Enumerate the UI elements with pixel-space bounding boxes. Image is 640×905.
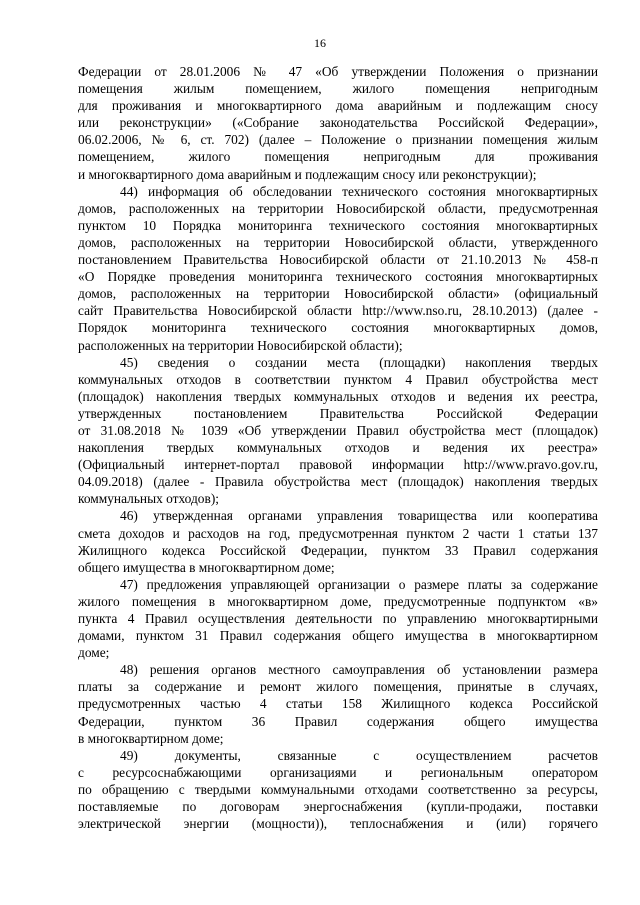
- text-line: домов, расположенных на территории Новосибирской области, предусмотренная: [78, 200, 598, 216]
- text-line: сайт Правительства Новосибирской области http://www.nso.ru, 28.10.2013) (далее -: [78, 303, 598, 319]
- text-line: помещением, жилого помещения непригодным для проживания: [78, 149, 598, 165]
- text-line: доме;: [78, 645, 110, 661]
- paragraph-p45: [78, 354, 598, 508]
- text-line: расположенных на территории Новосибирской области);: [78, 337, 403, 353]
- text-line: предусмотренных частью 4 статьи 158 Жилищного кодекса Российской: [78, 696, 598, 712]
- text-line: постановлением Правительства Новосибирской области от 21.10.2013 № 458-п: [78, 252, 598, 268]
- page-number: 16: [314, 36, 326, 50]
- text-line: общего имущества в многоквартирном доме;: [78, 559, 335, 575]
- text-line: «О Порядке проведения мониторинга технического состояния многоквартирных: [78, 269, 598, 285]
- text-line: 49) документы, связанные с осуществлением расчетов: [120, 747, 598, 763]
- paragraph-p49: [78, 747, 598, 832]
- text-line: жилого помещения в многоквартирном доме, предусмотренные подпунктом «в»: [78, 593, 598, 609]
- text-line: коммунальных отходов);: [78, 491, 220, 507]
- text-line: с ресурсоснабжающими организациями и региональным оператором: [78, 764, 598, 780]
- text-line: 06.02.2006, № 6, ст. 702) (далее – Положение о признании помещения жилым: [78, 132, 598, 148]
- text-line: платы за содержание и ремонт жилого помещения, принятые в случаях,: [78, 679, 598, 695]
- text-line: Федерации, пунктом 36 Правил содержания общего имущества: [78, 713, 598, 729]
- text-line: 47) предложения управляющей организации о размере платы за содержание: [120, 576, 598, 592]
- text-line: домов, расположенных на территории Новосибирской области, утвержденного: [78, 234, 598, 250]
- text-line: домами, пунктом 31 Правил содержания общего имущества в многоквартирном: [78, 628, 598, 644]
- text-line: (Официальный интернет-портал правовой информации http://www.pravo.gov.ru,: [78, 457, 598, 473]
- text-line: электрической энергии (мощности)), теплоснабжения и (или) горячего: [78, 816, 598, 832]
- text-line: от 31.08.2018 № 1039 «Об утверждении Правил обустройства мест (площадок): [78, 422, 598, 438]
- text-line: домов, расположенных на территории Новосибирской области» (официальный: [78, 286, 598, 302]
- text-line: пункта 4 Правил осуществления деятельности по управлению многоквартирными: [78, 611, 598, 626]
- text-line: 45) сведения о создании места (площадки) накопления твердых: [120, 354, 598, 370]
- text-line: 46) утвержденная органами управления товарищества или кооператива: [120, 508, 598, 524]
- text-line: Порядок мониторинга технического состояния многоквартирных домов,: [78, 320, 598, 336]
- text-line: в многоквартирном доме;: [78, 730, 224, 746]
- paragraph-p44: [78, 183, 598, 354]
- text-line: утвержденных постановлением Правительства Российской Федерации: [78, 405, 598, 421]
- text-line: Жилищного кодекса Российской Федерации, пунктом 33 Правил содержания: [78, 542, 598, 558]
- text-line: помещения жилым помещением, жилого помещения непригодным: [78, 81, 598, 97]
- text-line: 48) решения органов местного самоуправления об установлении размера: [120, 662, 598, 678]
- text-line: и многоквартирного дома аварийным и подлежащим сносу или реконструкции);: [78, 166, 537, 182]
- text-line: Федерации от 28.01.2006 № 47 «Об утверждении Положения о признании: [78, 64, 598, 79]
- text-line: пунктом 10 Порядка мониторинга технического состояния многоквартирных: [78, 217, 598, 233]
- text-line: смета доходов и расходов на год, предусмотренная пунктом 2 части 1 статьи 137: [78, 525, 598, 541]
- paragraph-p46: [78, 507, 598, 575]
- paragraph-p43-cont: [78, 63, 598, 183]
- text-line: 44) информация об обследовании технического состояния многоквартирных: [120, 183, 598, 199]
- text-line: для проживания и многоквартирного дома аварийным и подлежащим сносу: [78, 98, 598, 114]
- text-line: коммунальных отходов в соответствии пунктом 4 Правил обустройства мест: [78, 371, 598, 387]
- text-line: или реконструкции» («Собрание законодательства Российской Федерации»,: [78, 115, 598, 131]
- text-line: накопления твердых коммунальных отходов и ведения их реестра»: [78, 440, 598, 456]
- document-body: [78, 63, 598, 832]
- paragraph-p47: [78, 576, 598, 661]
- text-line: по обращению с твердыми коммунальными отходами соответственно за ресурсы,: [78, 781, 598, 797]
- paragraph-p48: [78, 661, 598, 746]
- text-line: поставляемые по договорам энергоснабжения (купли-продажи, поставки: [78, 799, 598, 815]
- text-line: (площадок) накопления твердых коммунальных отходов и ведения их реестра,: [78, 388, 598, 404]
- text-line: 04.09.2018) (далее - Правила обустройства мест (площадок) накопления твердых: [78, 474, 598, 490]
